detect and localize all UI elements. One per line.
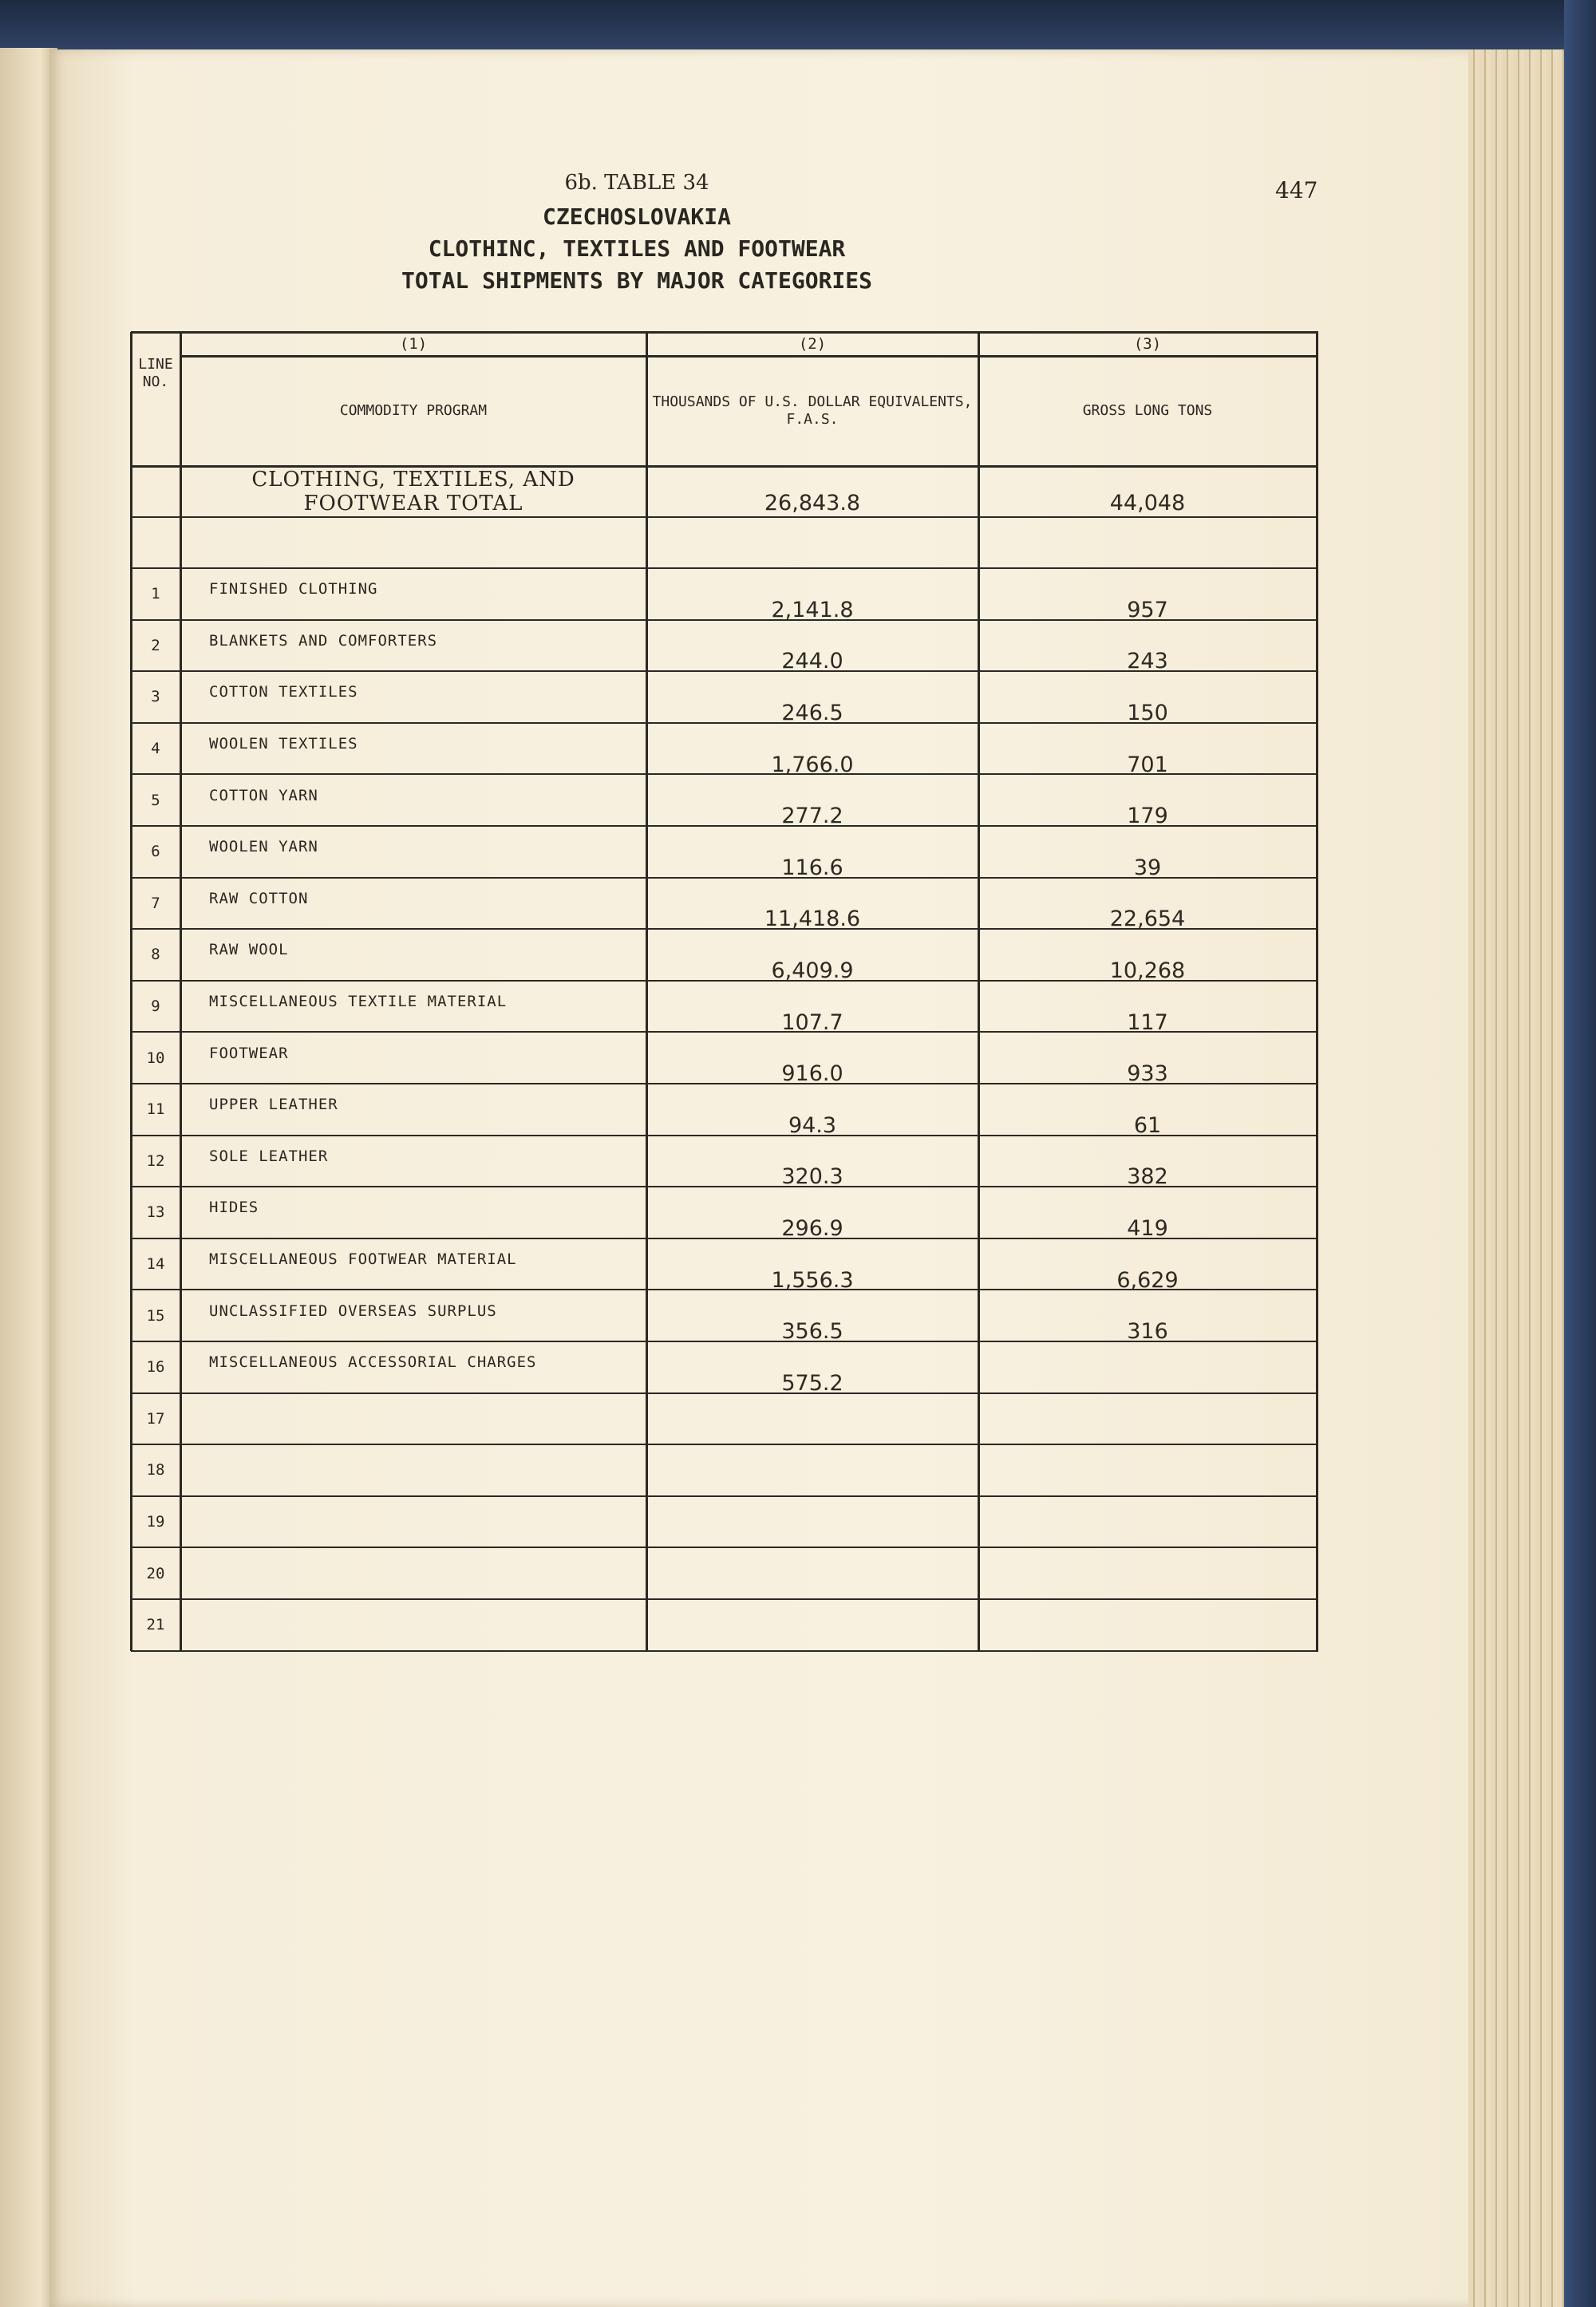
row-commodity-label: BLANKETS AND COMFORTERS — [209, 631, 438, 650]
row-dollars-value: 575.2 — [781, 1370, 843, 1396]
row-line-number: 11 — [146, 1100, 165, 1119]
row-commodity-label: RAW COTTON — [209, 889, 309, 907]
column-header-commodity: COMMODITY PROGRAM — [339, 402, 488, 419]
row-tons-value: 316 — [1127, 1319, 1168, 1345]
row-commodity-label: SOLE LEATHER — [209, 1147, 329, 1165]
row-line-number: 6 — [151, 843, 160, 861]
column-number-2: (2) — [798, 335, 827, 353]
row-line-number: 4 — [151, 740, 160, 758]
row-tons-value: 382 — [1127, 1164, 1168, 1190]
column-header-tons: GROSS LONG TONS — [1082, 402, 1213, 419]
row-tons-value: 61 — [1133, 1112, 1162, 1138]
row-line-number: 9 — [151, 997, 160, 1016]
table-subtitle-2: TOTAL SHIPMENTS BY MAJOR CATEGORIES — [401, 267, 872, 294]
table-country-title: CZECHOSLOVAKIA — [542, 203, 731, 230]
row-line-number: 21 — [146, 1616, 165, 1634]
row-line-number: 10 — [146, 1049, 165, 1067]
row-dollars-value: 2,141.8 — [771, 597, 854, 622]
row-line-number: 18 — [146, 1461, 165, 1479]
row-line-number: 15 — [146, 1306, 165, 1325]
book-cover-top — [0, 0, 1596, 56]
row-commodity-label — [180, 1491, 646, 1543]
row-tons-value: 957 — [1127, 597, 1168, 622]
total-row-tons: 44,048 — [1109, 490, 1186, 516]
row-dollars-value: 244.0 — [781, 649, 843, 674]
row-commodity-label: COTTON YARN — [209, 786, 318, 804]
book-cover-right — [1564, 0, 1596, 2307]
row-tons-value: 419 — [1127, 1215, 1168, 1241]
column-number-3: (3) — [1133, 335, 1162, 353]
row-dollars-value: 277.2 — [781, 804, 843, 829]
shipments-table — [131, 332, 1317, 1652]
row-commodity-label: FOOTWEAR — [209, 1044, 289, 1062]
row-tons-value: 243 — [1127, 649, 1168, 674]
column-header-line-no: LINE NO. — [138, 356, 173, 390]
row-commodity-label: WOOLEN YARN — [209, 838, 318, 856]
row-tons-value: 10,268 — [1109, 958, 1186, 983]
row-dollars-value: 94.3 — [788, 1112, 837, 1138]
row-dollars-value: 6,409.9 — [771, 958, 854, 983]
row-line-number: 2 — [151, 636, 160, 654]
row-commodity-label: WOOLEN TEXTILES — [209, 735, 358, 753]
row-line-number: 8 — [151, 946, 160, 964]
row-line-number: 14 — [146, 1255, 165, 1274]
row-line-number: 17 — [146, 1409, 165, 1428]
row-commodity-label: COTTON TEXTILES — [209, 683, 358, 701]
row-commodity-label: FINISHED CLOTHING — [209, 580, 378, 598]
row-dollars-value: 246.5 — [781, 700, 843, 725]
row-tons-value — [978, 1615, 1317, 1667]
row-commodity-label: MISCELLANEOUS FOOTWEAR MATERIAL — [209, 1250, 517, 1269]
row-line-number: 12 — [146, 1152, 165, 1170]
row-dollars-value: 356.5 — [781, 1319, 843, 1345]
page-number: 447 — [1275, 177, 1318, 203]
row-dollars-value: 107.7 — [781, 1009, 843, 1035]
row-tons-value: 117 — [1127, 1009, 1168, 1035]
row-commodity-label: UNCLASSIFIED OVERSEAS SURPLUS — [209, 1302, 497, 1320]
row-commodity-label: MISCELLANEOUS TEXTILE MATERIAL — [209, 993, 508, 1011]
row-tons-value: 701 — [1127, 752, 1168, 777]
column-number-1: (1) — [399, 335, 428, 353]
table-id: 6b. TABLE 34 — [564, 171, 709, 195]
row-commodity-label — [180, 1440, 646, 1491]
row-tons-value: 179 — [1127, 804, 1168, 829]
row-commodity-label — [180, 1543, 646, 1594]
row-line-number: 5 — [151, 791, 160, 809]
row-line-number: 20 — [146, 1564, 165, 1582]
row-line-number: 13 — [146, 1203, 165, 1222]
column-header-dollars: THOUSANDS OF U.S. DOLLAR EQUIVALENTS, F.A.S. — [652, 393, 973, 428]
table-subtitle-1: CLOTHINC, TEXTILES AND FOOTWEAR — [428, 235, 846, 262]
row-dollars-value: 1,556.3 — [771, 1267, 854, 1293]
row-dollars-value: 1,766.0 — [771, 752, 854, 777]
total-row-dollars: 26,843.8 — [764, 490, 861, 516]
row-tons-value: 22,654 — [1109, 907, 1186, 932]
row-dollars-value: 116.6 — [781, 855, 843, 880]
row-commodity-label: RAW WOOL — [209, 941, 289, 959]
row-tons-value: 933 — [1127, 1061, 1168, 1087]
row-tons-value: 6,629 — [1116, 1267, 1179, 1293]
row-tons-value: 150 — [1127, 700, 1168, 725]
row-line-number: 19 — [146, 1513, 165, 1531]
row-dollars-value: 916.0 — [781, 1061, 843, 1087]
row-commodity-label: HIDES — [209, 1199, 259, 1217]
row-dollars-value: 11,418.6 — [764, 907, 861, 932]
row-tons-value: 39 — [1133, 855, 1162, 880]
row-line-number: 7 — [151, 894, 160, 912]
row-commodity-label: MISCELLANEOUS ACCESSORIAL CHARGES — [209, 1353, 537, 1372]
row-commodity-label — [180, 1389, 646, 1440]
total-row-label: CLOTHING, TEXTILES, AND FOOTWEAR TOTAL — [251, 468, 575, 516]
row-line-number: 16 — [146, 1358, 165, 1377]
row-commodity-label — [180, 1594, 646, 1646]
row-dollars-value: 320.3 — [781, 1164, 843, 1190]
row-dollars-value: 296.9 — [781, 1215, 843, 1241]
row-line-number: 1 — [151, 585, 160, 603]
page-stack-edges — [1468, 49, 1568, 2307]
row-line-number: 3 — [151, 688, 160, 706]
row-dollars-value — [646, 1615, 978, 1667]
row-commodity-label: UPPER LEATHER — [209, 1096, 338, 1114]
